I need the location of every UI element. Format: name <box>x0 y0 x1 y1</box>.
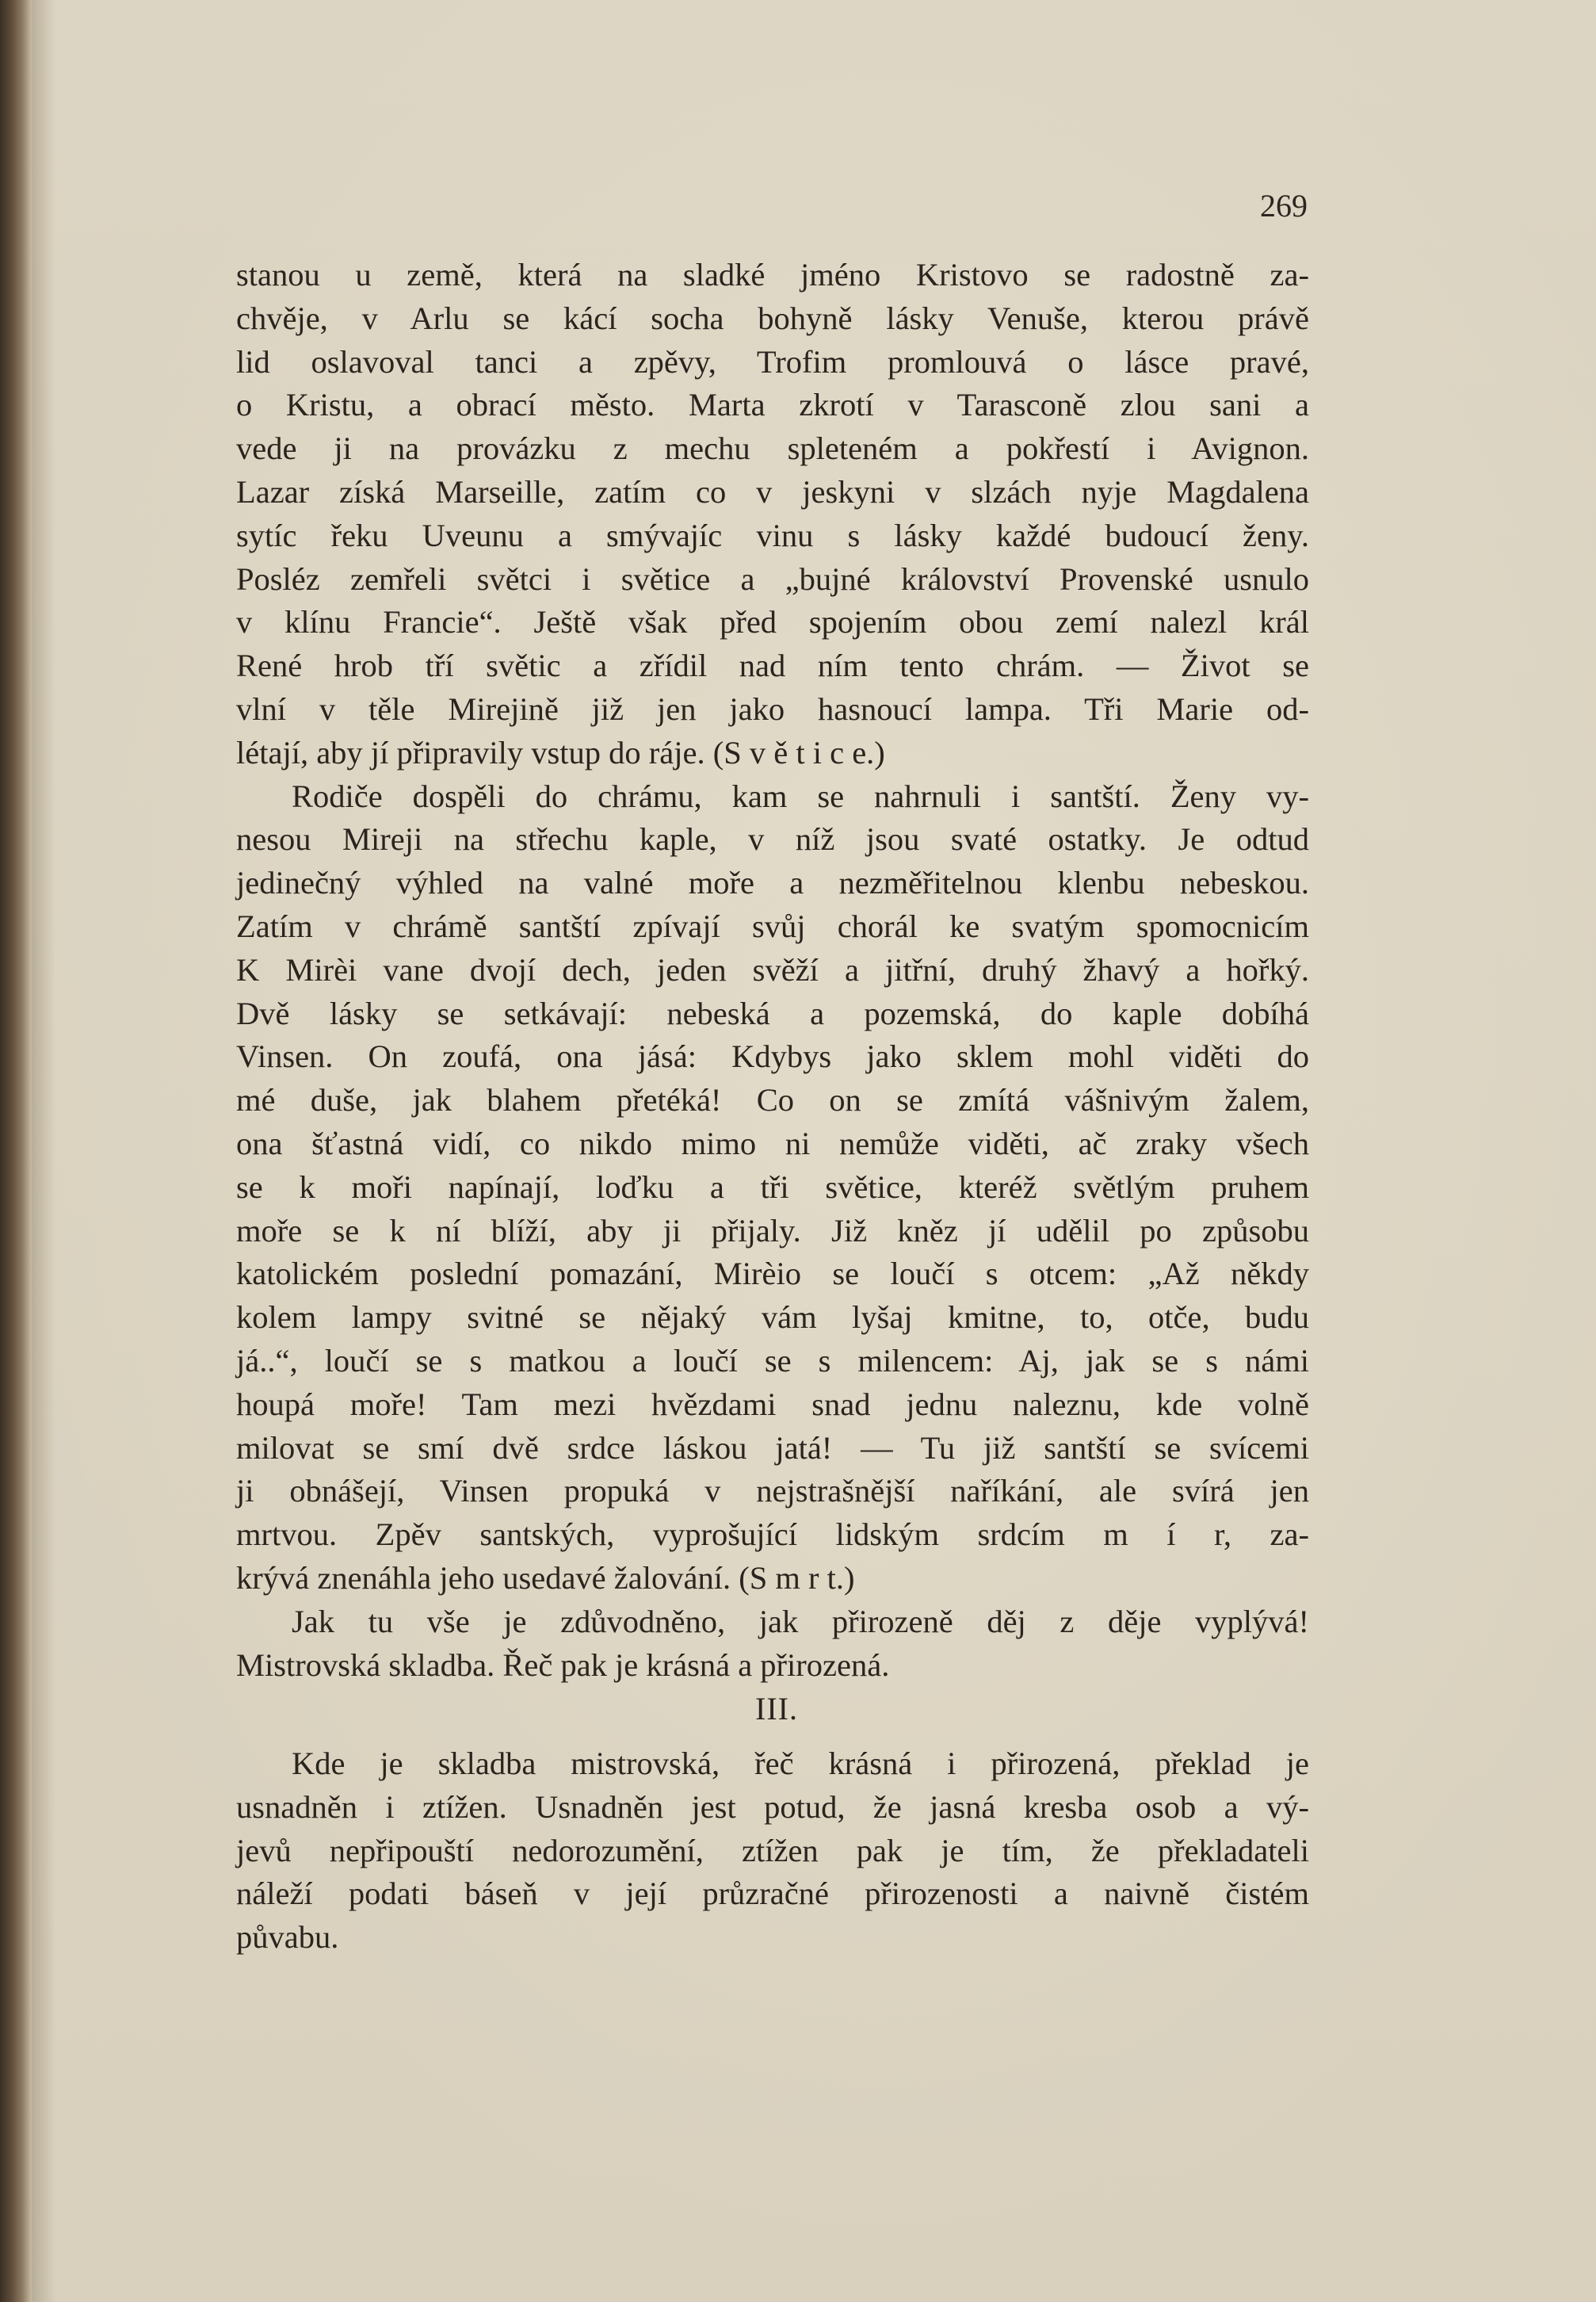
text-line: já..“, loučí se s matkou a loučí se s milencem: Aj, jak se s námi <box>236 1342 1309 1379</box>
paragraph-2 <box>236 775 1309 1600</box>
text-line: krývá znenáhla jeho usedavé žalování. (S m r t.) <box>236 1559 855 1596</box>
page-number: 269 <box>1260 188 1308 224</box>
text-line: jedinečný výhled na valné moře a nezměřitelnou klenbu nebeskou. <box>236 865 1309 901</box>
text-line: jevů nepřipouští nedorozumění, ztížen pak je tím, že překladateli <box>236 1832 1309 1868</box>
book-spine <box>0 0 32 2302</box>
text-line: houpá moře! Tam mezi hvězdami snad jednu naleznu, kde volně <box>236 1386 1309 1422</box>
text-line: lid oslavoval tanci a zpěvy, Trofim promlouvá o lásce pravé, <box>236 343 1309 380</box>
paragraph-1 <box>236 254 1309 775</box>
text-line: stanou u země, která na sladké jméno Kristovo se radostně za- <box>236 257 1309 293</box>
text-line: o Kristu, a obrací město. Marta zkrotí v Tarasconě zlou sani a <box>236 387 1309 423</box>
section-text <box>236 1742 1309 1960</box>
text-line: ji obnášejí, Vinsen propuká v nejstrašnější naříkání, ale svírá jen <box>236 1473 1309 1509</box>
text-line: mrtvou. Zpěv santských, vyprošující lidským srdcím m í r, za- <box>236 1516 1309 1553</box>
text-line: moře se k ní blíží, aby ji přijaly. Již kněz jí udělil po způsobu <box>236 1212 1309 1249</box>
text-line: Mistrovská skladba. Řeč pak je krásná a přirozená. <box>236 1646 890 1683</box>
text-line: náleží podati báseň v její průzračné přirozenosti a naivně čistém <box>236 1876 1309 1912</box>
text-line: Zatím v chrámě santští zpívají svůj chorál ke svatým spomocnicím <box>236 908 1309 944</box>
text-line: půvabu. <box>236 1919 339 1956</box>
text-line: Vinsen. On zoufá, ona jásá: Kdybys jako sklem mohl viděti do <box>236 1038 1309 1075</box>
text-line: sytíc řeku Uveunu a smývajíc vinu s lásky každé budoucí ženy. <box>236 517 1309 553</box>
text-line: ona šťastná vidí, co nikdo mimo ni nemůže viděti, ač zraky všech <box>236 1125 1309 1161</box>
text-line: Rodiče dospěli do chrámu, kam se nahrnuli i santští. Ženy vy- <box>292 778 1309 814</box>
text-line: Posléz zemřeli světci i světice a „bujné království Provenské usnulo <box>236 560 1309 597</box>
text-line: nesou Mireji na střechu kaple, v níž jsou svaté ostatky. Je odtud <box>236 821 1309 858</box>
text-line: létají, aby jí připravily vstup do ráje. (S v ě t i c e.) <box>236 734 885 771</box>
text-line: Kde je skladba mistrovská, řeč krásná i přirozená, překlad je <box>292 1746 1309 1781</box>
text-line: chvěje, v Arlu se kácí socha bohyně lásky Venuše, kterou právě <box>236 300 1309 336</box>
paragraph-3 <box>236 1600 1309 1688</box>
section-heading: III. <box>755 1691 798 1726</box>
text-line: K Mirèi vane dvojí dech, jeden svěží a jitřní, druhý žhavý a hořký. <box>236 951 1309 988</box>
text-line: vede ji na provázku z mechu spleteném a pokřestí i Avignon. <box>236 430 1309 467</box>
text-line: katolickém poslední pomazání, Mirèio se loučí s otcem: „Až někdy <box>236 1256 1309 1292</box>
text-line: mé duše, jak blahem přetéká! Co on se zmítá vášnivým žalem, <box>236 1082 1309 1118</box>
text-line: usnadněn i ztížen. Usnadněn jest potud, že jasná kresba osob a vý- <box>236 1788 1309 1825</box>
text-line: René hrob tří světic a zřídil nad ním tento chrám. — Život se <box>236 648 1309 684</box>
text-line: Dvě lásky se setkávají: nebeská a pozemská, do kaple dobíhá <box>236 995 1309 1031</box>
text-line: Lazar získá Marseille, zatím co v jeskyni v slzách nyje Magdalena <box>236 473 1309 510</box>
text-line: milovat se smí dvě srdce láskou jatá! — Tu již santští se svícemi <box>236 1429 1309 1466</box>
text-line: kolem lampy svitné se nějaký vám lyšaj kmitne, to, otče, budu <box>236 1299 1309 1336</box>
main-text <box>236 254 1309 1687</box>
text-line: Jak tu vše je zdůvodněno, jak přirozeně děj z děje vyplývá! <box>292 1603 1309 1639</box>
text-line: vlní v těle Mirejině již jen jako hasnoucí lampa. Tři Marie od- <box>236 690 1309 727</box>
text-line: v klínu Francie“. Ještě však před spojením obou zemí nalezl král <box>236 604 1309 641</box>
text-line: se k moři napínají, loďku a tři světice, kteréž světlým pruhem <box>236 1168 1309 1205</box>
spine-shadow <box>32 0 55 2302</box>
